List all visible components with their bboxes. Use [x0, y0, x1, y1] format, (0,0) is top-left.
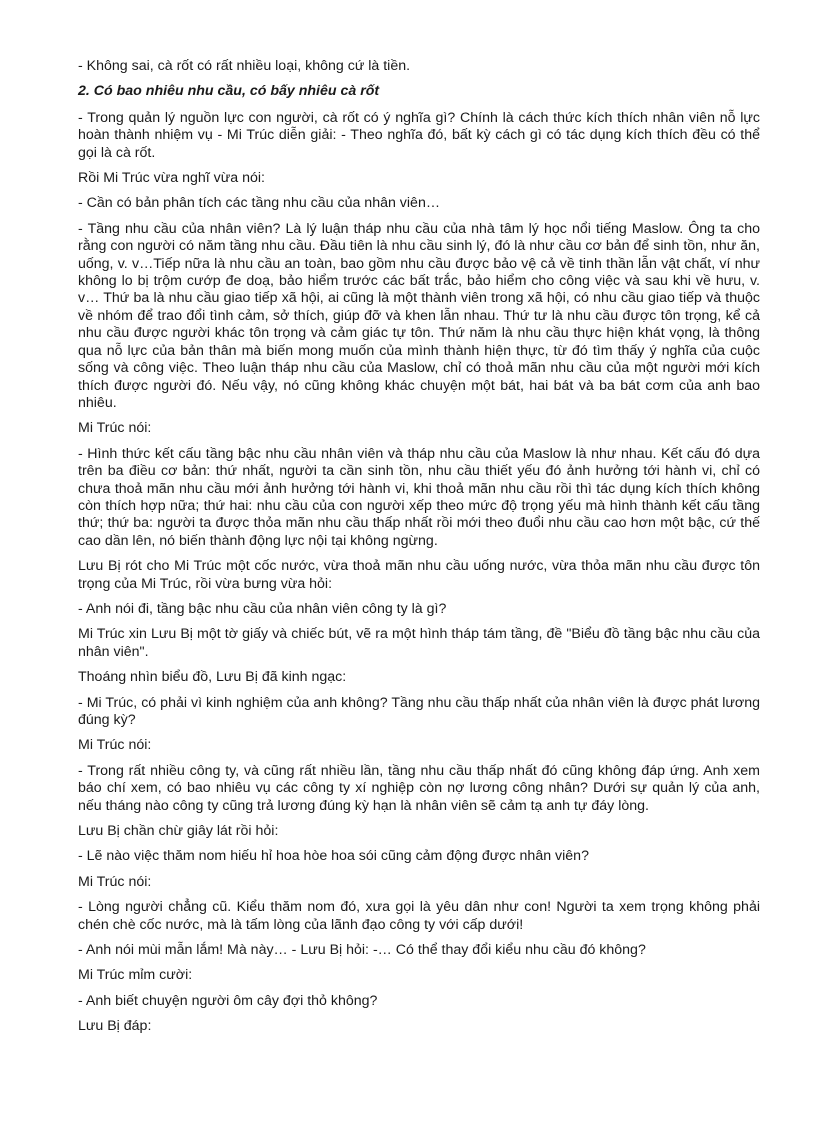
document-page: [78, 58, 760, 1044]
paragraph: Mi Trúc mỉm cười:: [78, 967, 193, 984]
paragraph: Lưu Bị rót cho Mi Trúc một cốc nước, vừa thoả mãn nhu cầu uống nước, vừa thỏa mãn nhu cầu được tôn trọng của Mi Trúc, rồi vừa bưng vừa hỏi:: [78, 558, 760, 592]
section-heading: 2. Có bao nhiêu nhu cầu, có bấy nhiêu cà rốt: [78, 83, 380, 100]
paragraph: - Anh nói đi, tầng bậc nhu cầu của nhân viên công ty là gì?: [78, 600, 447, 617]
paragraph: - Tầng nhu cầu của nhân viên? Là lý luận tháp nhu cầu của nhà tâm lý học nổi tiếng Maslow. Ông ta cho rằng con người có năm tầng nhu cầu. Đầu tiên là nhu cầu sinh lý, đó là như cầu cơ bản để sinh tồn, như ăn, uống, v. v…Tiếp nữa là nhu cầu an toàn, bao gồm nhu cầu được bảo vệ cả về tinh thần lẫn vật chất, ví như không lo bị trộm cướp đe doạ, bảo hiểm trước các bất trắc, bảo hiểm cho công việc và sau khi về hưu, v. v… Thứ ba là nhu cầu giao tiếp xã hội, ai cũng là một thành viên trong xã hội, có nhu cầu giao tiếp và thuộc về nhóm để trao đổi tình cảm, sở thích, giúp đỡ và khen lẫn nhau. Thứ tư là nhu cầu được tôn trọng, kể cả nhu cầu được người khác tôn trọng và cảm giác tự tôn. Thứ năm là nhu cầu thực hiện khát vọng, là thông qua nỗ lực của bản thân mà biến mong muốn của mình thành hiện thực, từ đó tìm thấy ý nghĩa của cuộc sống và công việc. Theo luận tháp nhu cầu của Maslow, chỉ có thoả mãn nhu cầu của một người mới kích thích được người đó. Nếu vậy, nó cũng không khác chuyện một bát, hai bát và ba bát cơm của anh bao nhiêu.: [78, 220, 760, 411]
paragraph: Mi Trúc nói:: [78, 873, 152, 890]
paragraph: - Lòng người chẳng cũ. Kiểu thăm nom đó, xưa gọi là yêu dân như con! Người ta xem trọng không phải chén chè cốc nước, mà là tấm lòng của lãnh đạo công ty với cấp dưới!: [78, 899, 760, 933]
paragraph: - Anh nói mùi mẫn lắm! Mà này… - Lưu Bị hỏi: -… Có thể thay đổi kiểu nhu cầu đó không?: [78, 942, 646, 959]
paragraph: Lưu Bị đáp:: [78, 1018, 152, 1035]
paragraph: - Mi Trúc, có phải vì kinh nghiệm của anh không? Tầng nhu cầu thấp nhất của nhân viên là được phát lương đúng kỳ?: [78, 694, 760, 728]
paragraph: - Anh biết chuyện người ôm cây đợi thỏ không?: [78, 992, 378, 1009]
paragraph: - Trong rất nhiều công ty, và cũng rất nhiều lần, tầng nhu cầu thấp nhất đó cũng không đáp ứng. Anh xem báo chí xem, có bao nhiêu vụ các công ty xí nghiệp còn nợ lương công nhân? Dưới sự quản lý của anh, nếu tháng nào công ty cũng trả lương đúng kỳ hạn là nhân viên sẽ cảm tạ anh tự đáy lòng.: [78, 762, 760, 814]
paragraph: Mi Trúc xin Lưu Bị một tờ giấy và chiếc bút, vẽ ra một hình tháp tám tầng, đề "Biểu đồ tầng bậc nhu cầu của nhân viên".: [78, 626, 760, 660]
paragraph: Mi Trúc nói:: [78, 420, 152, 437]
paragraph: Rồi Mi Trúc vừa nghĩ vừa nói:: [78, 170, 265, 187]
paragraph: - Không sai, cà rốt có rất nhiều loại, không cứ là tiền.: [78, 58, 411, 74]
paragraph: Thoáng nhìn biểu đồ, Lưu Bị đã kinh ngạc:: [78, 669, 347, 686]
paragraph: Lưu Bị chần chừ giây lát rồi hỏi:: [78, 823, 279, 840]
paragraph: - Hình thức kết cấu tầng bậc nhu cầu nhân viên và tháp nhu cầu của Maslow là như nhau. Kết cấu đó dựa trên ba điều cơ bản: thứ nhất, người ta cần sinh tồn, nhu cầu thiết yếu đó ảnh hưởng tới hành vi, chỉ có chưa thoả mãn nhu cầu mới ảnh hưởng tới hành vi, khi thoả mãn nhu cầu rồi thì tác dụng kích thích không còn thích hợp nữa; thứ hai: nhu cầu của con người xếp theo mức độ trọng yếu mà hình thành kết cấu tầng thứ; thứ ba: người ta được thỏa mãn nhu cầu thấp nhất rồi mới theo đuổi nhu cầu cao hơn một bậc, cứ thế cao dần lên, nó biến thành động lực nội tại không ngừng.: [78, 445, 760, 549]
paragraph: - Lẽ nào việc thăm nom hiếu hỉ hoa hòe hoa sói cũng cảm động được nhân viên?: [78, 848, 589, 865]
paragraph: Mi Trúc nói:: [78, 737, 152, 754]
paragraph: - Cần có bản phân tích các tầng nhu cầu của nhân viên…: [78, 195, 441, 212]
paragraph: - Trong quản lý nguồn lực con người, cà rốt có ý nghĩa gì? Chính là cách thức kích thích nhân viên nỗ lực hoàn thành nhiệm vụ - Mi Trúc diễn giải: - Theo nghĩa đó, bất kỳ cách gì có tác dụng kích thích đều có thể gọi là cà rốt.: [78, 109, 760, 161]
